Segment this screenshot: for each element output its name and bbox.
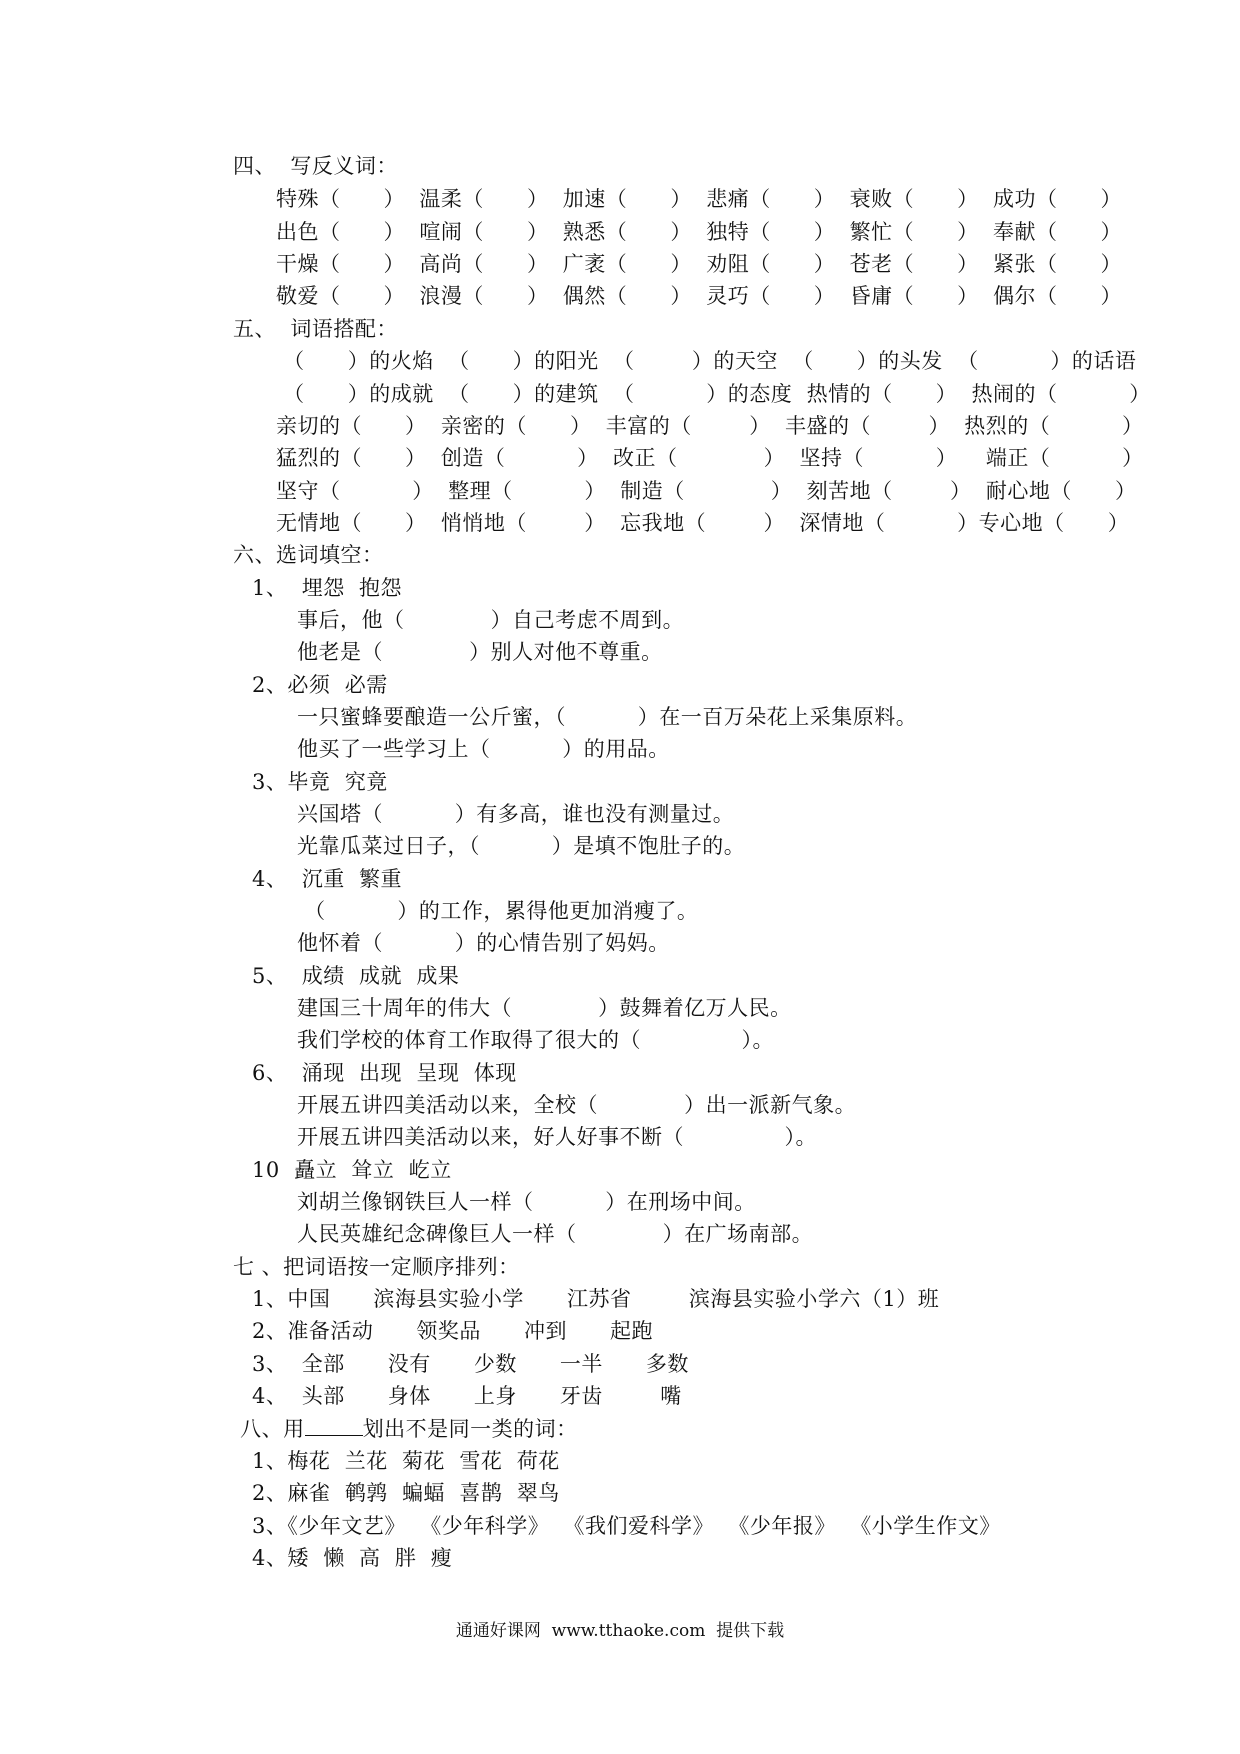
word-choice-label: 1、 埋怨 抱怨 bbox=[252, 576, 403, 600]
word-choice-label: 5、 成绩 成就 成果 bbox=[252, 964, 460, 988]
odd-one-out-item: 1、梅花 兰花 菊花 雪花 荷花 bbox=[252, 1449, 560, 1473]
word-choice-sentence: 光靠瓜菜过日子，（ ）是填不饱肚子的。 bbox=[297, 834, 746, 858]
antonym-row: 敬爱（ ） 浪漫（ ） 偶然（ ） 灵巧（ ） 昏庸（ ） 偶尔（ ） bbox=[276, 284, 1123, 308]
collocation-row: 猛烈的（ ） 创造（ ） 改正（ ） 坚持（ ） 端正（ ） bbox=[276, 446, 1144, 470]
page-footer: 通通好课网 www.tthaoke.com 提供下载 bbox=[455, 1621, 785, 1641]
ordering-item: 3、 全部 没有 少数 一半 多数 bbox=[252, 1352, 689, 1376]
word-choice-sentence: 一只蜜蜂要酿造一公斤蜜，（ ）在一百万朵花上采集原料。 bbox=[297, 705, 918, 729]
word-choice-sentence: 他老是（ ）别人对他不尊重。 bbox=[297, 640, 663, 664]
section7-heading: 七 、把词语按一定顺序排列： bbox=[233, 1255, 520, 1279]
ordering-item: 2、准备活动 领奖品 冲到 起跑 bbox=[252, 1319, 654, 1343]
ordering-item: 4、 头部 身体 上身 牙齿 嘴 bbox=[252, 1384, 682, 1408]
section6-heading: 六、选词填空： bbox=[233, 543, 384, 567]
section8-heading-prefix: 八、用 bbox=[233, 1417, 305, 1441]
odd-one-out-item: 2、麻雀 鹌鹑 蝙蝠 喜鹊 翠鸟 bbox=[252, 1481, 560, 1505]
word-choice-sentence: 刘胡兰像钢铁巨人一样（ ）在刑场中间。 bbox=[297, 1190, 756, 1214]
odd-one-out-item: 4、矮 懒 高 胖 瘦 bbox=[252, 1546, 453, 1570]
collocation-row: 坚守（ ） 整理（ ） 制造（ ） 刻苦地（ ） 耐心地（ ） bbox=[276, 479, 1137, 503]
word-choice-sentence: 他买了一些学习上（ ）的用品。 bbox=[297, 737, 670, 761]
collocation-row: （ ）的成就 （ ）的建筑 （ ）的态度 热情的（ ） 热闹的（ ） bbox=[276, 382, 1151, 406]
word-choice-sentence: 人民英雄纪念碑像巨人一样（ ）在广场南部。 bbox=[297, 1222, 814, 1246]
word-choice-sentence: （ ）的工作，累得他更加消瘦了。 bbox=[297, 899, 699, 923]
antonym-row: 干燥（ ） 高尚（ ） 广袤（ ） 劝阻（ ） 苍老（ ） 紧张（ ） bbox=[276, 252, 1123, 276]
antonym-row: 出色（ ） 喧闹（ ） 熟悉（ ） 独特（ ） 繁忙（ ） 奉献（ ） bbox=[276, 220, 1123, 244]
collocation-row: （ ）的火焰 （ ）的阳光 （ ）的天空 （ ）的头发 （ ）的话语 bbox=[276, 349, 1137, 373]
section8-heading bbox=[233, 1415, 578, 1443]
section5-heading: 五、 词语搭配： bbox=[233, 317, 398, 341]
word-choice-sentence: 开展五讲四美活动以来，全校（ ）出一派新气象。 bbox=[297, 1093, 857, 1117]
collocation-row: 亲切的（ ） 亲密的（ ） 丰富的（ ） 丰盛的（ ） 热烈的（ ） bbox=[276, 414, 1144, 438]
section8-heading-suffix: 划出不是同一类的词： bbox=[362, 1417, 578, 1441]
ordering-item: 1、中国 滨海县实验小学 江苏省 滨海县实验小学六（1）班 bbox=[252, 1287, 940, 1311]
underline-blank bbox=[305, 1415, 363, 1436]
word-choice-sentence: 开展五讲四美活动以来，好人好事不断（ ）。 bbox=[297, 1125, 817, 1149]
section4-heading: 四、 写反义词： bbox=[233, 154, 398, 178]
word-choice-label: 2、必须 必需 bbox=[252, 673, 388, 697]
collocation-row: 无情地（ ） 悄悄地（ ） 忘我地（ ） 深情地（ ）专心地（ ） bbox=[276, 511, 1130, 535]
word-choice-label: 6、 涌现 出现 呈现 体现 bbox=[252, 1061, 517, 1085]
antonym-row: 特殊（ ） 温柔（ ） 加速（ ） 悲痛（ ） 衰败（ ） 成功（ ） bbox=[276, 187, 1123, 211]
word-choice-sentence: 兴国塔（ ）有多高，谁也没有测量过。 bbox=[297, 802, 735, 826]
word-choice-sentence: 建国三十周年的伟大（ ）鼓舞着亿万人民。 bbox=[297, 996, 792, 1020]
word-choice-label: 4、 沉重 繁重 bbox=[252, 867, 403, 891]
word-choice-label: 10 矗立 耸立 屹立 bbox=[252, 1158, 452, 1182]
word-choice-label: 3、毕竟 究竟 bbox=[252, 770, 388, 794]
word-choice-sentence: 他怀着（ ）的心情告别了妈妈。 bbox=[297, 931, 670, 955]
odd-one-out-item: 3、《少年文艺》 《少年科学》 《我们爱科学》 《少年报》 《小学生作文》 bbox=[252, 1514, 1001, 1538]
word-choice-sentence: 事后，他（ ）自己考虑不周到。 bbox=[297, 608, 685, 632]
word-choice-sentence: 我们学校的体育工作取得了很大的（ ）。 bbox=[297, 1028, 774, 1052]
